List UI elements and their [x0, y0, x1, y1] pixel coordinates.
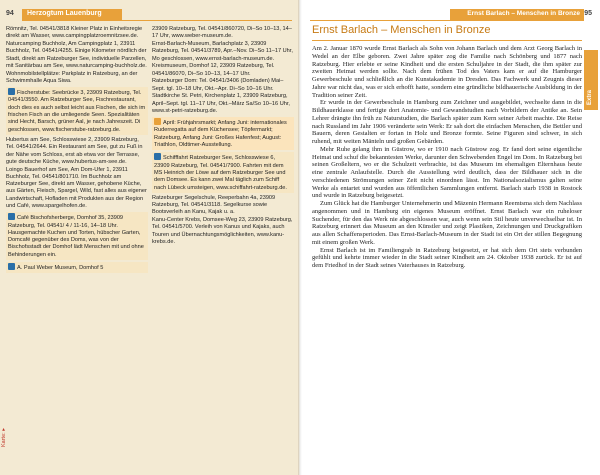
- listing-entry: [6, 167, 148, 211]
- left-header: [0, 8, 300, 22]
- left-column-b: [152, 26, 294, 247]
- listing-text: Schifffahrt Ratzeburger See, Schlosswiese 6, 23909 Ratzeburg, Tel. 04541/7900. Fahrten mit dem MS Heinrich der Löwe auf dem Ratzeburger See und dem Domsee. Es kann zwei Mal täglich zum Schiff nach Lübeck umsteigen, www.schiffahrt-ratzeburg.de.: [154, 155, 287, 191]
- left-header-rule: [122, 20, 292, 21]
- listing-entry: [6, 71, 148, 86]
- listing-entry: [152, 63, 294, 78]
- article-title: Ernst Barlach – Menschen in Bronze: [312, 24, 491, 36]
- left-side-tab: Karte: ▸: [1, 428, 7, 447]
- listing-text: Stadtkirche St. Petri, Kirchenplatz 1, 23909 Ratzeburg, April–Sept. tgl. 11–17 Uhr, Okt.–März Sa/So 10–16 Uhr, www.st-petri-ratzeburg.de.: [152, 93, 290, 114]
- listing-entry: [152, 93, 294, 115]
- article-paragraph: Mehr Ruhe gelang ihm in Güstrow, wo er 1910 nach Güstrow zog. Er fand dort seine eigentliche Heimat und schuf die bekanntesten Werke, darunter den Schwebenden Engel im Dom. In Ratzeburg bei seinen Großeltern, wo er die Schulzeit verbrachte, ist das Museum im ehemaligen Elternhaus heute eine zentrale Anlaufstelle. Durch die Ausstellung wird deutlich, dass der Bildhauer sich in die verschiedenen Strömungen seiner Zeit nicht einordnen lässt. Im Nationalsozialismus galten seine Werke als entartet und wurden aus öffentlichen Sammlungen entfernt. Barlach starb 1938 in Rostock und wurde in Ratzeburg beigesetzt.: [312, 145, 582, 200]
- article-paragraph: Zum Glück hat die Hamburger Unternehmerin und Mäzenin Hermann Reemtsma sich dem Nachlass angenommen und in Hamburg ein eigenes Museum eröffnet. Ernst Barlach war ein ruheloser Suchender, für den das Werk nie abgeschlossen war, auch wenn sein Stil heute unverwechselbar ist. In Ratzeburg erinnert das Museum an den Künstler und zeigt Plastiken, Zeichnungen und Druckgrafiken aus allen Schaffensperioden. Das Ernst-Barlach-Museum in der Stadt ist ein Ort der stillen Begegnung mit einem großen Werk.: [312, 200, 582, 246]
- listing-text: Café Bischofsherberge, Domhof 35, 23909 Ratzeburg, Tel. 04541/ 4 / 11-16, 14–18 Uhr. Hausgemachte Kuchen und Torten, hübscher Garten, Domcafé gegenüber des Doms, was von der Bischofsstadt der Domhof lädt Menschen mit und ohne Behinderungen ein.: [8, 215, 144, 258]
- right-side-tab: [584, 50, 598, 110]
- calendar-icon: [154, 118, 161, 125]
- listing-entry: [6, 137, 148, 166]
- listing-entry: [152, 195, 294, 217]
- listing-entry: [152, 117, 294, 150]
- listing-text: A. Paul Weber Museum, Domhof 5: [17, 265, 104, 272]
- listing-text: Fischerstube: Seebrücke 3, 23909 Ratzeburg, Tel. 04541/3550. Am Ratzeburger See, Fischrestaurant, doch dies es auch selbst leicht aus Fischen, die sich im frischen Fisch an die umliegende Seen. Spezialitäten sind Hecht, Barsch, grüner Aal, je nach Jahreszeit. Di geschlossen, www.fischerstube-ratzeburg.de.: [8, 90, 146, 133]
- article-title-rule: [312, 40, 582, 41]
- right-side-tab-label: Extra: [587, 89, 593, 105]
- listing-text: 23909 Ratzeburg, Tel. 04541/860720, Di–So 10–13, 14–17 Uhr, www.weber-museum.de.: [152, 26, 292, 40]
- listing-entry: [152, 152, 294, 192]
- listing-text: Kreismuseum, Domhof 12, 23909 Ratzeburg, Tel. 04541/86070, Di–So 10–13, 14–17 Uhr.: [152, 63, 275, 77]
- listing-entry: [152, 26, 294, 41]
- left-section-bar: [22, 9, 122, 21]
- listing-entry: [6, 26, 148, 41]
- page-gutter: [298, 0, 302, 475]
- listing-text: Hubertus am See, Schlosswiese 2, 23909 Ratzeburg, Tel. 04541/2644. Ein Restaurant am See, gut zu Fuß in der Nähe vom Schloss, erst ab etwa vor der Terrasse, gute deutsche Küche, www.hubertus-am-see.de.: [6, 136, 143, 165]
- right-header: [300, 8, 600, 22]
- boat-icon: [154, 153, 161, 160]
- left-column-a: [6, 26, 148, 275]
- listing-text: Ratzeburger Segelschule, Reeperbahn 4a, 23909 Ratzeburg, Tel. 04541/3118. Segelkurse sowie Bootsverleih an Kanu, Kajak u. a.: [152, 194, 276, 216]
- article-paragraph: Ernst Barlach ist im Familiengrab in Ratzeburg beigesetzt, er hat sich dem Ort stets verbunden gefühlt und kehrte immer wieder in die Stadt seiner Kindheit am 24. Oktober 1938 zurück. Er ist auf dem Friedhof in der Stadt seines Vaterhauses in Ratzeburg.: [312, 246, 582, 269]
- listing-entry: [6, 87, 148, 135]
- right-page-number: 95: [584, 10, 592, 17]
- right-header-rule: [310, 20, 450, 21]
- listing-text: Naturcamping Buchholz, Am Campingplatz 1, 23911 Buchholz, Tel. 04541/4255. Einige Kilometer nördlich der Stadt, direkt am Ratzeburger See, individuelle Parzellen, mit Sanitärbau am See, www.naturcamping-buchholz.de.: [6, 40, 147, 69]
- museum-icon: [8, 263, 15, 270]
- listing-entry: [152, 41, 294, 63]
- left-section-title: Herzogtum Lauenburg: [27, 10, 102, 17]
- cafe-icon: [8, 213, 15, 220]
- restaurant-icon: [8, 88, 15, 95]
- listing-entry: [6, 262, 148, 273]
- article-paragraph: Am 2. Januar 1870 wurde Ernst Barlach als Sohn von Johann Barlach und dem Arzt Georg Barlach in Wedel an der Elbe geboren. Zwei Jahre später zog die Familie nach Schönberg und 1877 nach Ratzeburg. Hier erlebte er seine Kindheit und die ersten Schuljahre in der Stadt, die ihm später zur zweiten Heimat werden sollte. Nach dem frühen Tod des Vaters kam er auf die Hamburger Gewerbeschule und schließlich an die Kunstakademie in Dresden. Das Fachwerk und Zeugnis dieser Jahre war nicht das, was er sich erhofft hatte, sondern eine gründliche bildhauerische Ausbildung in der Tradition seiner Zeit.: [312, 45, 582, 99]
- listing-text: Ernst-Barlach-Museum, Barlachplatz 3, 23909 Ratzeburg, Tel. 04541/3789, Apr.–Nov. Di–So 11–17 Uhr, Mo geschlossen, www.ernst-barlach-museum.de.: [152, 40, 293, 62]
- article-paragraph: Er wurde in der Gewerbeschule in Hamburg zum Zeichner und ausgebildet, wechselte dann in die Bildhauerklasse und fertigte dort Anatomie- und Gewandstudien nach Vorbildern der Antike an. Sein Lehrer drängte ihn früh zu Naturstudien, die Barlach später zum Kern seiner Arbeit machte. Die Reise nach Russland im Jahr 1906 veränderte sein Werk: Er sah dort die einfachen Menschen, die Bettler und Bauern, deren Gestalten er fortan in Holz und Bronze formte. Seine Figuren sind schwer, in sich ruhend, mit weiten Mänteln und großen Gebärden.: [312, 99, 582, 145]
- listing-text: Ratzeburger Dom: Tel. 04541/3406 (Domladen) Mai–Sept. tgl. 10–18 Uhr, Okt.–Apr. Di–So 10–16 Uhr.: [152, 78, 284, 92]
- left-page-number: 94: [6, 10, 14, 17]
- listing-entry: [6, 41, 148, 70]
- listing-text: April: Frühjahrsmarkt; Anfang Juni: internationales Ruderregatta auf dem Küchensee; Töpfermarkt; Ratzeburg, Anfang Juni: Großes Hafenfest; August: Triathlon, Oldtimer-Ausstellung.: [154, 120, 287, 149]
- listing-text: Kanu-Center Krebs, Domsee-Weg 23, 23909 Ratzeburg, Tel. 04541/5700. Verleih von Kanus und Kajaks, auch Touren und Übernachtungsmöglichkeiten, www.kanu-krebs.de.: [152, 217, 293, 245]
- listing-entry: [152, 217, 294, 246]
- listing-entry: [6, 212, 148, 260]
- listing-text: Loingo Bauerhof am See, Am Dom-Ufer 1, 23911 Buchholz, Tel. 04541/801710. Im Buchholz am Ratzeburger See, direkt am Wasser, gehobene Küche, aus Gärten, Fleisch, Spargel, Wild, fast alles aus eigener Landwirtschaft, Hofladen mit Produkten aus der Region und Café, www.spargelhofen.de.: [6, 166, 147, 209]
- right-section-title: Ernst Barlach – Menschen in Bronze: [467, 10, 580, 17]
- listing-text: Römnitz, Tel. 04541/3818 Kleiner Platz in Einheitsregie direkt am Wasser, www.campingplatzroemnitzsee.de.: [6, 26, 143, 40]
- listing-entry: [152, 78, 294, 93]
- listing-text: Wohnmobilstellplätze: Parkplatz in Ratzeburg, an der Schwimmhalle Aqua Siwa.: [6, 70, 138, 84]
- article-body: [312, 45, 582, 270]
- right-section-bar: [450, 9, 584, 21]
